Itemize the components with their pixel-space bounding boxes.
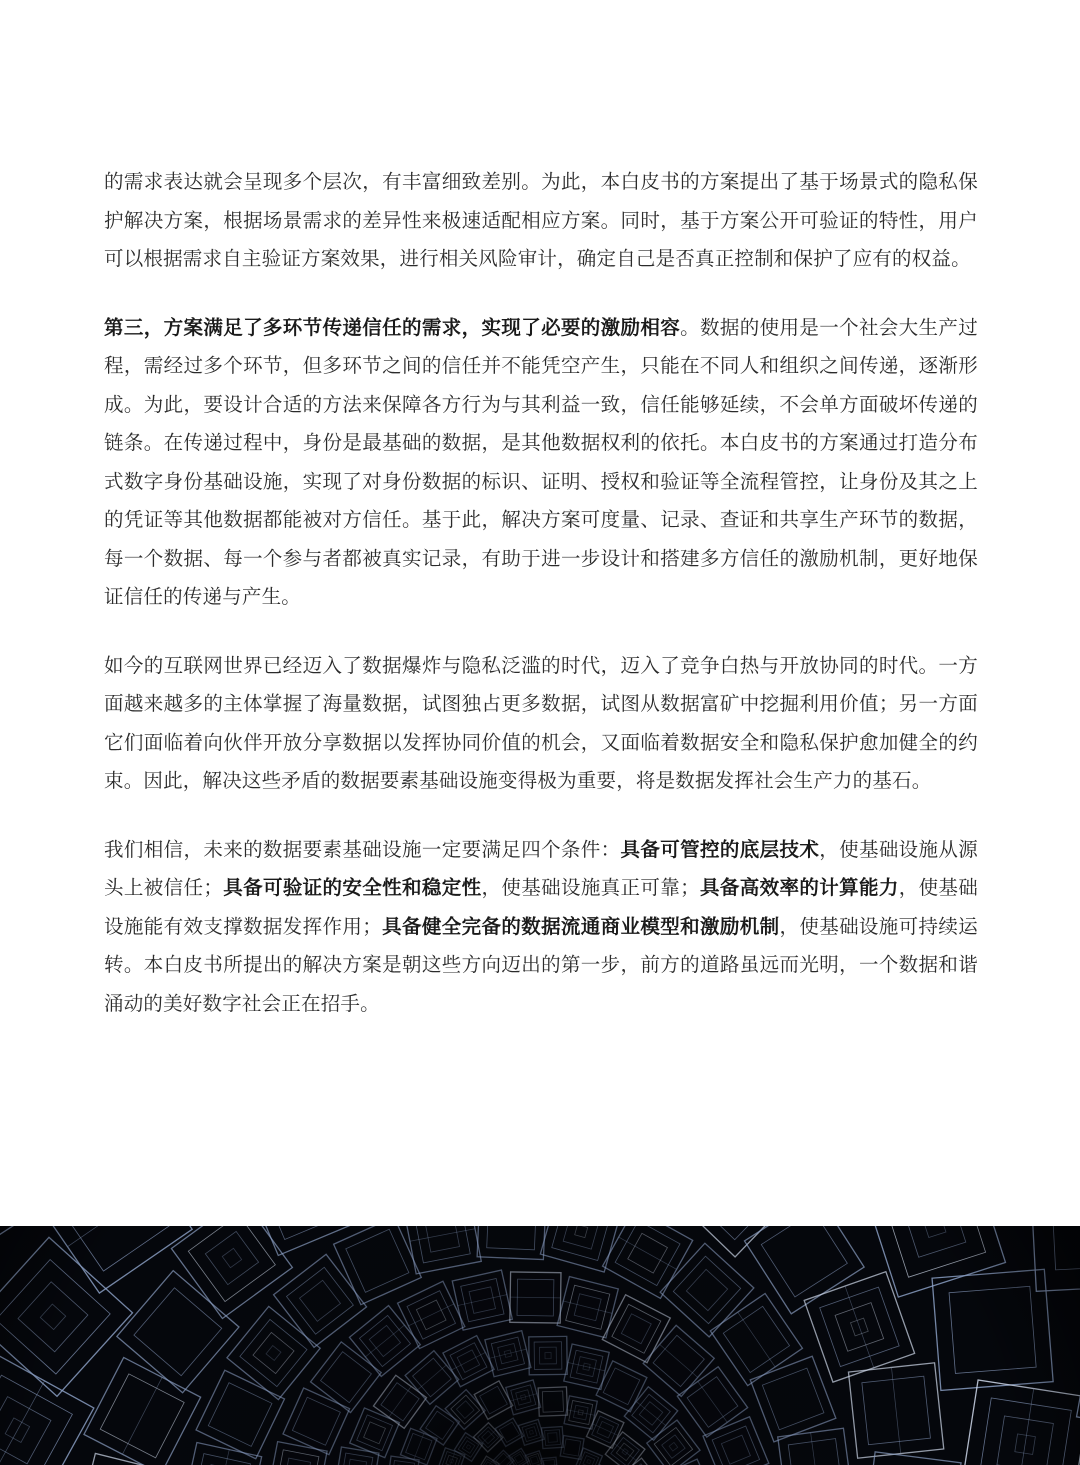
paragraph-3 bbox=[104, 647, 978, 801]
paragraph-4-bold-1: 具备可管控的底层技术 bbox=[620, 837, 820, 861]
tunnel-grid-image bbox=[0, 1226, 1080, 1465]
decorative-tunnel-banner bbox=[0, 1226, 1080, 1465]
paragraph-4-bold-3: 具备高效率的计算能力 bbox=[699, 876, 899, 899]
paragraph-4-bold-4: 具备健全完备的数据流通商业模型和激励机制 bbox=[381, 914, 780, 938]
paragraph-4-text-c: ，使基础设施真正可靠； bbox=[481, 876, 700, 899]
paragraph-4-text-b: ，使基础设施从源头上被信任； bbox=[104, 837, 978, 899]
paragraph-2-text: 。数据的使用是一个社会大生产过程，需经过多个环节，但多环节之间的信任并不能凭空产生，只能在不同人和组织之间传递，逐渐形成。为此，要设计合适的方法来保障各方行为与其利益一致，信任能够延续，不会单方面破坏传递的链条。在传递过程中，身份是最基础的数据，是其他数据权利的依托。本白皮书的方案通过打造分布式数字身份基础设施，实现了对身份数据的标识、证明、授权和验证等全流程管控，让身份及其之上的凭证等其他数据都能被对方信任。基于此，解决方案可度量、记录、查证和共享生产环节的数据，每一个数据、每一个参与者都被真实记录，有助于进一步设计和搭建多方信任的激励机制，更好地保证信任的传递与产生。 bbox=[104, 315, 978, 608]
paragraph-4-text-d: ，使基础设施能有效支撑数据发挥作用； bbox=[104, 876, 979, 938]
paragraph-2-bold-lead: 第三，方案满足了多环节传递信任的需求，实现了必要的激励相容 bbox=[104, 315, 681, 339]
paragraph-4 bbox=[104, 831, 978, 1024]
paragraph-1-text: 的需求表达就会呈现多个层次，有丰富细致差别。为此，本白皮书的方案提出了基于场景式的隐私保护解决方案，根据场景需求的差异性来极速适配相应方案。同时，基于方案公开可验证的特性，用户可以根据需求自主验证方案效果，进行相关风险审计，确定自己是否真正控制和保护了应有的权益。 bbox=[104, 170, 978, 270]
paragraph-3-text: 如今的互联网世界已经迈入了数据爆炸与隐私泛滥的时代，迈入了竞争白热与开放协同的时代。一方面越来越多的主体掌握了海量数据，试图独占更多数据，试图从数据富矿中挖掘利用价值；另一方面它们面临着向伙伴开放分享数据以发挥协同价值的机会，又面临着数据安全和隐私保护愈加健全的约束。因此，解决这些矛盾的数据要素基础设施变得极为重要，将是数据发挥社会生产力的基石。 bbox=[104, 653, 978, 792]
paragraph-1 bbox=[104, 163, 978, 279]
paragraph-4-bold-2: 具备可验证的安全性和稳定性 bbox=[223, 876, 482, 899]
paragraph-2 bbox=[104, 309, 978, 617]
paragraph-4-text-e: ，使基础设施可持续运转。本白皮书所提出的解决方案是朝这些方向迈出的第一步，前方的道路虽远而光明，一个数据和谐涌动的美好数字社会正在招手。 bbox=[104, 914, 978, 1015]
body-text bbox=[104, 163, 978, 1053]
paragraph-4-text-a: 我们相信，未来的数据要素基础设施一定要满足四个条件： bbox=[104, 837, 621, 861]
